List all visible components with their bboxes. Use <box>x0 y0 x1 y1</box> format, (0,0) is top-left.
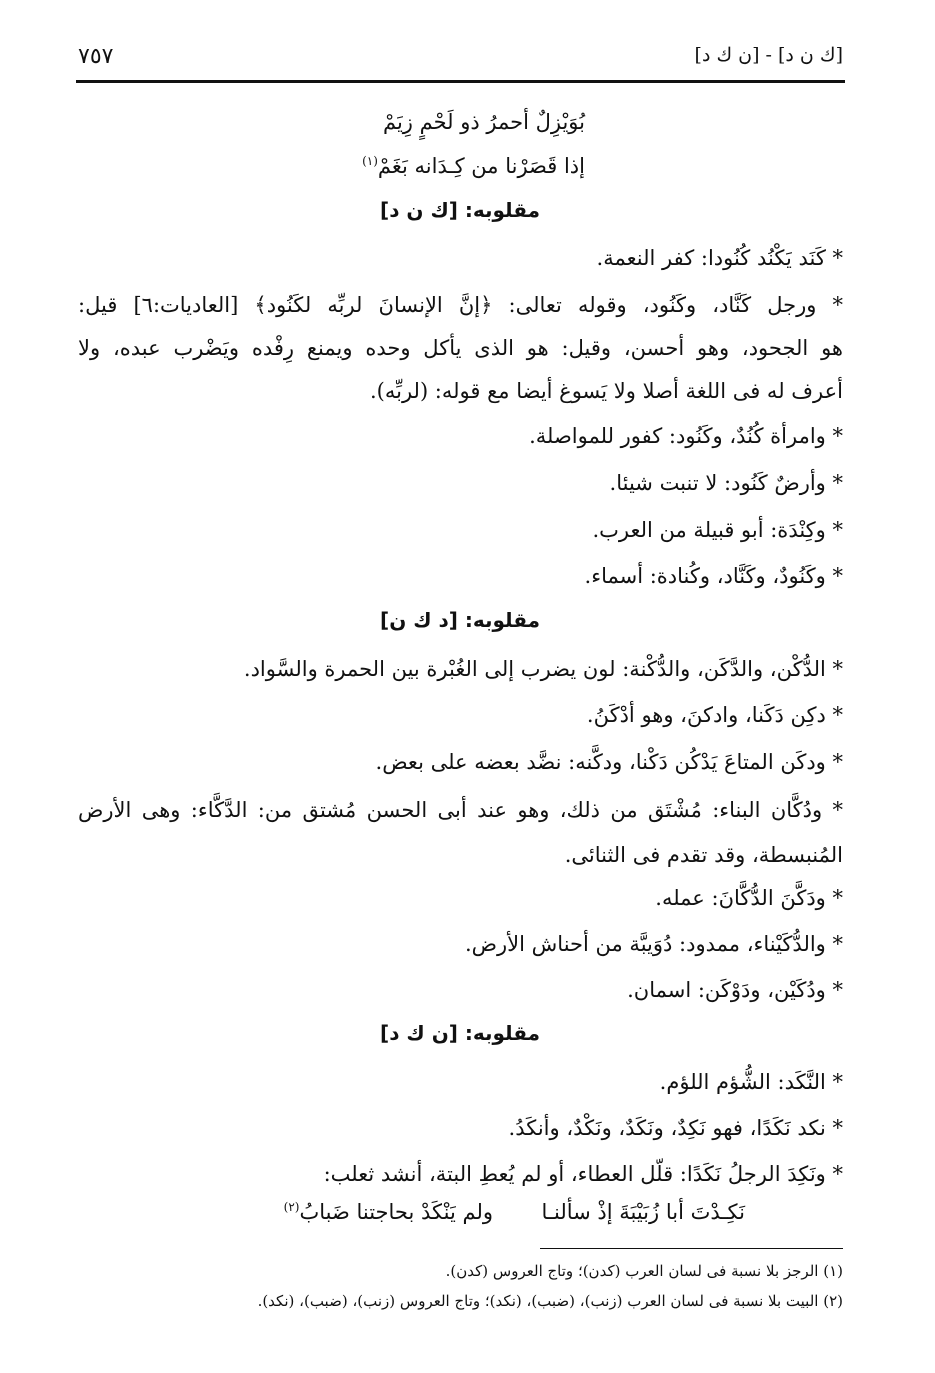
entry-line: * كَنَد يَكْنُد كُنُودا: كفر النعمة. <box>596 246 843 270</box>
page-header-title: [ك ن د] - [ن ك د] <box>694 44 843 66</box>
footnote: (٢) البيت بلا نسبة فى لسان العرب (زنب)، (ضبب)، (نكد)؛ وتاج العروس (زنب)، (ضبب)، (نكد). <box>257 1292 843 1310</box>
section-heading: مقلوبه: [ك ن د] <box>380 198 540 222</box>
verse-line: إذا قَصَرْنا من كِـدَانه بَغَمْ$^{(١)}$ <box>362 154 585 178</box>
entry-line: * ودَكَّنَ الدُّكَّانَ: عمله. <box>655 886 843 910</box>
entry-line: * وامرأة كُنُدٌ، وكَنُود: كفور للمواصلة. <box>529 424 843 448</box>
section-heading: مقلوبه: [ن ك د] <box>380 1021 540 1045</box>
entry-line: * ودكَن المتاعَ يَدْكُن دَكْنا، ودكَّنه: نضَّد بعضه على بعض. <box>375 750 843 774</box>
verse-hemistich-second: ولم يَنْكَدْ بحاجتنا ضَبابُ$^{(٢)}$ <box>283 1200 493 1224</box>
header-divider <box>76 80 845 83</box>
entry-line: * النَّكَد: الشُّؤم اللؤم. <box>659 1070 843 1094</box>
entry-line: * ورجل كَنَّاد، وكَنُود، وقوله تعالى: ﴿إنَّ الإنسانَ لربِّه لكَنُود﴾ [العاديات:٦] قيل: <box>78 293 843 317</box>
entry-line: * الدُّكْن، والدَّكَن، والدُّكْنة: لون يضرب إلى الغُبْرة بين الحمرة والسَّواد. <box>243 657 843 681</box>
footnote-ref: (٢) <box>283 1200 300 1214</box>
verse-line: بُوَيْزِلٌ أحمرُ ذو لَحْمٍ زِيَمْ <box>382 110 585 134</box>
entry-line: * نكد نَكَدًا، فهو نَكِدٌ، ونَكَدٌ، ونَكْدٌ، وأنكَدُ. <box>508 1116 843 1140</box>
entry-line: * وأرضٌ كَنُود: لا تنبت شيئا. <box>609 471 843 495</box>
entry-line: * وكَنُودٌ، وكَنَّاد، وكُنادة: أسماء. <box>584 564 843 588</box>
footnote-ref: (١) <box>362 154 378 168</box>
entry-line: * دكِن دَكَنا، وادكنَ، وهو أدْكَنُ. <box>586 703 843 727</box>
section-heading: مقلوبه: [د ك ن] <box>380 608 540 632</box>
entry-line: * ونَكِدَ الرجلُ نَكَدًا: قلّل العطاء، أو لم يُعطِ البتة، أنشد ثعلب: <box>323 1162 843 1186</box>
entry-line: * وكِنْدَة: أبو قبيلة من العرب. <box>592 518 843 542</box>
footnote: (١) الرجز بلا نسبة فى لسان العرب (كدن)؛ وتاج العروس (كدن). <box>445 1262 843 1280</box>
entry-line: * ودُكَّان البناء: مُشْتَق من ذلك، وهو عند أبى الحسن مُشتق من: الدَّكَّاء: وهى الأرض <box>78 798 843 822</box>
footnote-divider <box>540 1248 843 1249</box>
entry-line: * ودُكَيْن، ودَوْكَن: اسمان. <box>627 978 843 1002</box>
page-number: ٧٥٧ <box>78 44 114 69</box>
entry-line: هو الجحود، وهو أحسن، وقيل: هو الذى يأكل وحده ويمنع رِفْده ويَضْرب عبده، ولا <box>78 336 843 360</box>
entry-line: أعرف له فى اللغة أصلا ولا يَسوغ أيضا مع قوله: (لربِّه). <box>369 379 843 403</box>
entry-line: المُنبسطة، وقد تقدم فى الثنائى. <box>564 843 843 867</box>
entry-line: * والدُّكَيْناء، ممدود: دُوَيبَّة من أحناش الأرض. <box>464 932 843 956</box>
verse-hemistich-first: نَكِـدْتَ أبا زُبَيْبَةَ إذْ سألنـا <box>541 1200 745 1224</box>
